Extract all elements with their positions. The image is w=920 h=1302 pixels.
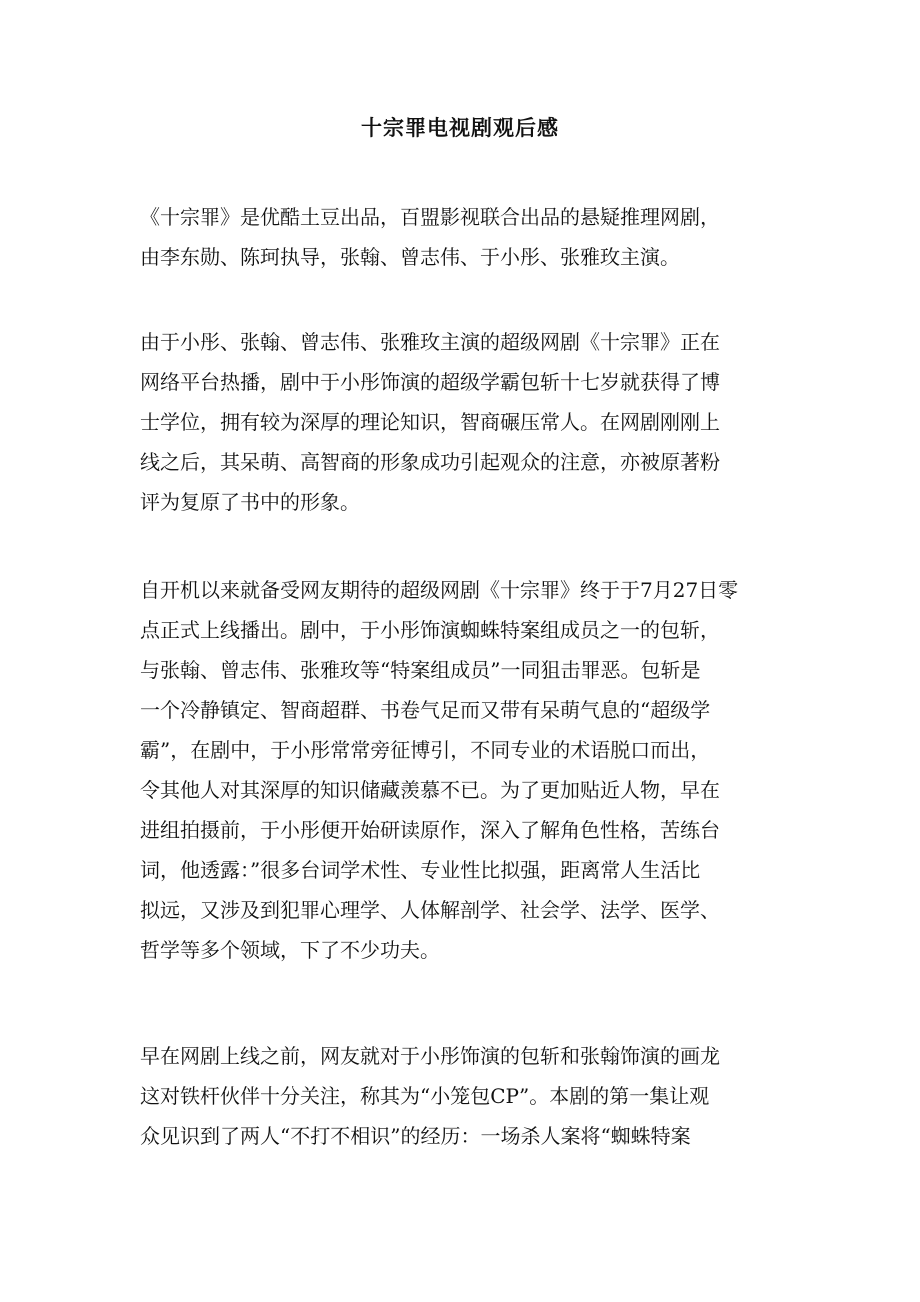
paragraph-line: 词，他透露：”很多台词学术性、专业性比拟强，距离常人生活比 xyxy=(140,858,701,882)
paragraph-line: 与张翰、曾志伟、张雅玫等“特案组成员”一同狙击罪恶。包斩是 xyxy=(140,658,701,682)
paragraph-line: 线之后，其呆萌、高智商的形象成功引起观众的注意，亦被原著粉 xyxy=(140,450,720,474)
paragraph-line: 一个冷静镇定、智商超群、书卷气足而又带有呆萌气息的“超级学 xyxy=(140,698,711,722)
paragraph-line: 拟远，又涉及到犯罪心理学、人体解剖学、社会学、法学、医学、 xyxy=(140,898,720,922)
paragraph-line: 这对铁杆伙伴十分关注，称其为“小笼包CP”。本剧的第一集让观 xyxy=(140,1084,710,1108)
paragraph-line: 进组拍摄前，于小彤便开始研读原作，深入了解角色性格，苦练台 xyxy=(140,818,720,842)
paragraph-line: 评为复原了书中的形象。 xyxy=(140,490,360,514)
paragraph-2 xyxy=(140,322,780,522)
paragraph-line: 点正式上线播出。剧中，于小彤饰演蜘蛛特案组成员之一的包斩， xyxy=(140,618,720,642)
paragraph-line: 网络平台热播，剧中于小彤饰演的超级学霸包斩十七岁就获得了博 xyxy=(140,370,720,394)
document-title: 十宗罪电视剧观后感 xyxy=(361,115,559,140)
paragraph-line: 士学位，拥有较为深厚的理论知识，智商碾压常人。在网剧刚刚上 xyxy=(140,410,720,434)
paragraph-line: 令其他人对其深厚的知识储藏羡慕不已。为了更加贴近人物，早在 xyxy=(140,778,720,802)
paragraph-line: 《十宗罪》是优酷土豆出品，百盟影视联合出品的悬疑推理网剧， xyxy=(140,205,720,229)
paragraph-line: 自开机以来就备受网友期待的超级网剧《十宗罪》终于于7月27日零 xyxy=(140,578,739,602)
paragraph-line: 早在网剧上线之前，网友就对于小彤饰演的包斩和张翰饰演的画龙 xyxy=(140,1044,720,1068)
paragraph-3 xyxy=(140,570,780,970)
paragraph-line: 由李东勋、陈珂执导，张翰、曾志伟、于小彤、张雅玫主演。 xyxy=(140,245,680,269)
paragraph-1 xyxy=(140,197,780,277)
paragraph-line: 众见识到了两人“不打不相识”的经历：一场杀人案将“蜘蛛特案 xyxy=(140,1124,691,1148)
paragraph-4 xyxy=(140,1036,780,1156)
paragraph-line: 哲学等多个领域，下了不少功夫。 xyxy=(140,938,440,962)
paragraph-line: 由于小彤、张翰、曾志伟、张雅玫主演的超级网剧《十宗罪》正在 xyxy=(140,330,720,354)
paragraph-line: 霸”，在剧中，于小彤常常旁征博引，不同专业的术语脱口而出， xyxy=(140,738,711,762)
